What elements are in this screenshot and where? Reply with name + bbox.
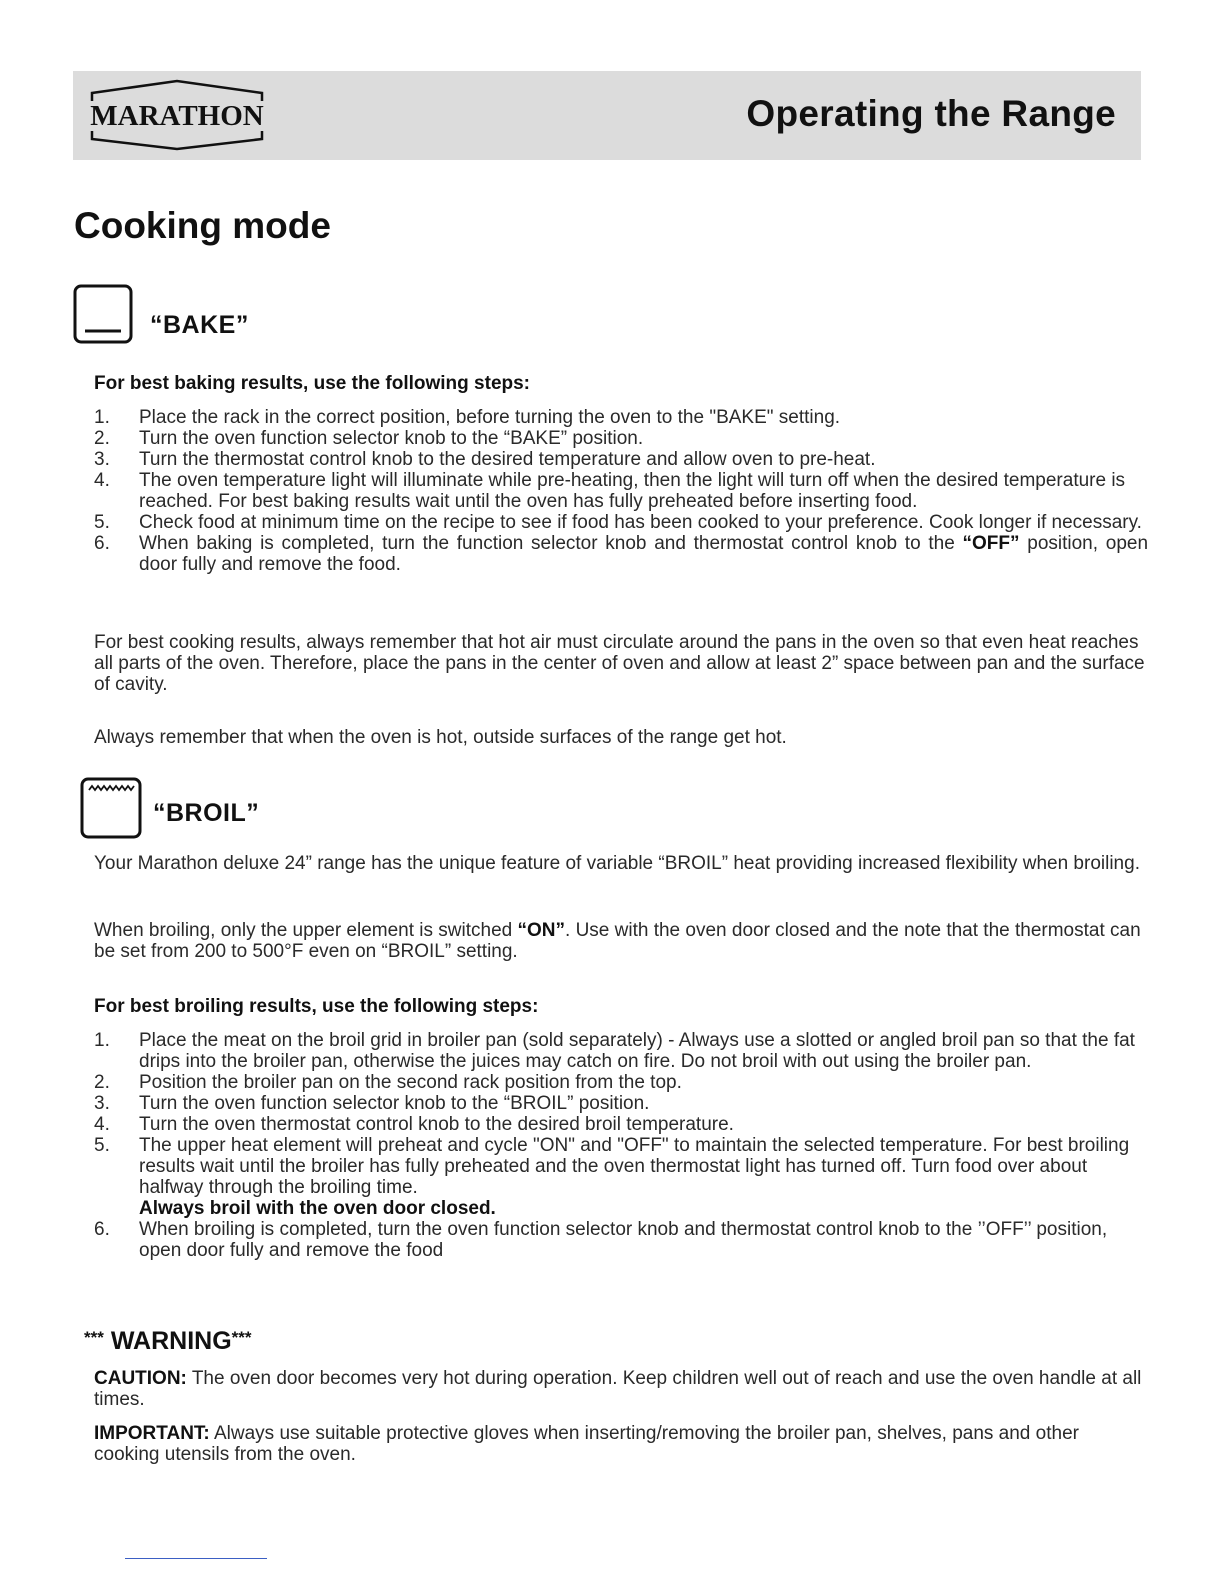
step-number: 6. bbox=[94, 533, 110, 554]
caution-text: The oven door becomes very hot during operation. Keep children well out of reach and use the oven handle at all times. bbox=[94, 1368, 1142, 1410]
header-bar bbox=[73, 71, 1141, 160]
step-text: Place the meat on the broil grid in broiler pan (sold separately) - Always use a slotted or angled broil pan so that the fat drips into the broiler pan, otherwise the juices may catch on fire. Do not broil with out using the broiler pan. bbox=[139, 1030, 1135, 1072]
important-text: Always use suitable protective gloves when inserting/removing the broiler pan, shelves, pans and other cooking utensils from the oven. bbox=[94, 1423, 1079, 1465]
broil-intro: Your Marathon deluxe 24” range has the unique feature of variable “BROIL” heat providing increased flexibility when broiling. bbox=[94, 853, 1140, 874]
step-number: 4. bbox=[94, 1114, 110, 1135]
list-item bbox=[94, 428, 1148, 449]
brand-text: MARATHON bbox=[90, 100, 264, 132]
important-paragraph bbox=[94, 1423, 1148, 1465]
bake-steps bbox=[94, 407, 1148, 575]
broil-para-bold: “ON” bbox=[517, 920, 566, 941]
step-number: 3. bbox=[94, 1093, 110, 1114]
step-text: Place the rack in the correct position, before turning the oven to the "BAKE" setting. bbox=[139, 407, 841, 428]
step-text: Turn the oven function selector knob to the “BAKE” position. bbox=[139, 428, 644, 449]
step-number: 6. bbox=[94, 1219, 110, 1240]
footer-divider bbox=[125, 1558, 267, 1559]
broil-label: “BROIL” bbox=[153, 799, 260, 827]
step-number: 5. bbox=[94, 512, 110, 533]
list-item bbox=[94, 1093, 1148, 1114]
step-number: 1. bbox=[94, 1030, 110, 1051]
broil-paragraph bbox=[94, 920, 1148, 962]
step-number: 2. bbox=[94, 1072, 110, 1093]
warning-stars: *** bbox=[231, 1328, 252, 1347]
bake-subhead: For best baking results, use the following steps: bbox=[94, 373, 531, 394]
step-bold-text: Always broil with the oven door closed. bbox=[139, 1198, 496, 1219]
list-item bbox=[94, 1135, 1148, 1219]
page-title: Cooking mode bbox=[74, 205, 331, 246]
step-number: 1. bbox=[94, 407, 110, 428]
list-item bbox=[94, 1030, 1148, 1072]
bake-paragraph-circulation: For best cooking results, always remember that hot air must circulate around the pans in the oven so that even heat reaches all parts of the oven. Therefore, place the pans in the center of oven and allow at least 2” space between pan and the surface of cavity. bbox=[94, 632, 1145, 695]
broil-para-text-after: . Use with the oven door closed and the note that the thermostat can be set from 200 to 500°F even on “BROIL” setting. bbox=[94, 920, 1141, 962]
step-number: 2. bbox=[94, 428, 110, 449]
header-title: Operating the Range bbox=[746, 93, 1116, 134]
step-text: When baking is completed, turn the function selector knob and thermostat control knob to the bbox=[139, 533, 955, 554]
broil-subhead: For best broiling results, use the following steps: bbox=[94, 996, 539, 1017]
list-item bbox=[94, 1219, 1148, 1261]
list-item bbox=[94, 449, 1148, 470]
step-number: 5. bbox=[94, 1135, 110, 1156]
step-text: Check food at minimum time on the recipe to see if food has been cooked to your preference. Cook longer if necessary. bbox=[139, 512, 1142, 533]
step-number: 3. bbox=[94, 449, 110, 470]
step-number: 4. bbox=[94, 470, 110, 491]
important-label: IMPORTANT: bbox=[94, 1423, 210, 1444]
list-item bbox=[94, 407, 1148, 428]
step-text: Turn the oven function selector knob to the “BROIL” position. bbox=[139, 1093, 650, 1114]
step-text: Turn the oven thermostat control knob to the desired broil temperature. bbox=[139, 1114, 734, 1135]
step-text: Position the broiler pan on the second rack position from the top. bbox=[139, 1072, 682, 1093]
step-text-after: position, open door fully and remove the food. bbox=[139, 533, 1149, 575]
list-item bbox=[94, 470, 1148, 512]
bake-paragraph-hot-surfaces: Always remember that when the oven is hot, outside surfaces of the range get hot. bbox=[94, 727, 787, 748]
list-item bbox=[94, 512, 1148, 533]
step-text: The oven temperature light will illuminate while pre-heating, then the light will turn off when the desired temperature is reached. For best baking results wait until the oven has fully preheated before inserting food. bbox=[139, 470, 1126, 512]
marathon-logo bbox=[83, 79, 271, 151]
step-text: When broiling is completed, turn the oven function selector knob and thermostat control knob to the ’’OFF’’ position, open door fully and remove the food bbox=[139, 1219, 1108, 1261]
broil-para-text: When broiling, only the upper element is switched bbox=[94, 920, 518, 941]
warning-title bbox=[84, 1327, 252, 1356]
bake-label: “BAKE” bbox=[150, 311, 249, 339]
warning-stars: *** bbox=[84, 1328, 104, 1347]
warning-text: WARNING bbox=[110, 1327, 232, 1355]
bake-icon bbox=[73, 284, 133, 344]
caution-label: CAUTION: bbox=[94, 1368, 187, 1389]
step-bold-text: “OFF” bbox=[962, 533, 1020, 554]
broil-icon bbox=[80, 777, 142, 839]
step-text: Turn the thermostat control knob to the desired temperature and allow oven to pre-heat. bbox=[139, 449, 876, 470]
list-item bbox=[94, 1114, 1148, 1135]
list-item bbox=[94, 533, 1148, 575]
list-item bbox=[94, 1072, 1148, 1093]
caution-paragraph bbox=[94, 1368, 1148, 1410]
broil-steps bbox=[94, 1030, 1148, 1261]
step-text: The upper heat element will preheat and cycle "ON" and "OFF" to maintain the selected temperature. For best broiling results wait until the broiler has fully preheated and the oven thermostat light has turned off. Turn food over about halfway through the broiling time. bbox=[139, 1135, 1130, 1198]
